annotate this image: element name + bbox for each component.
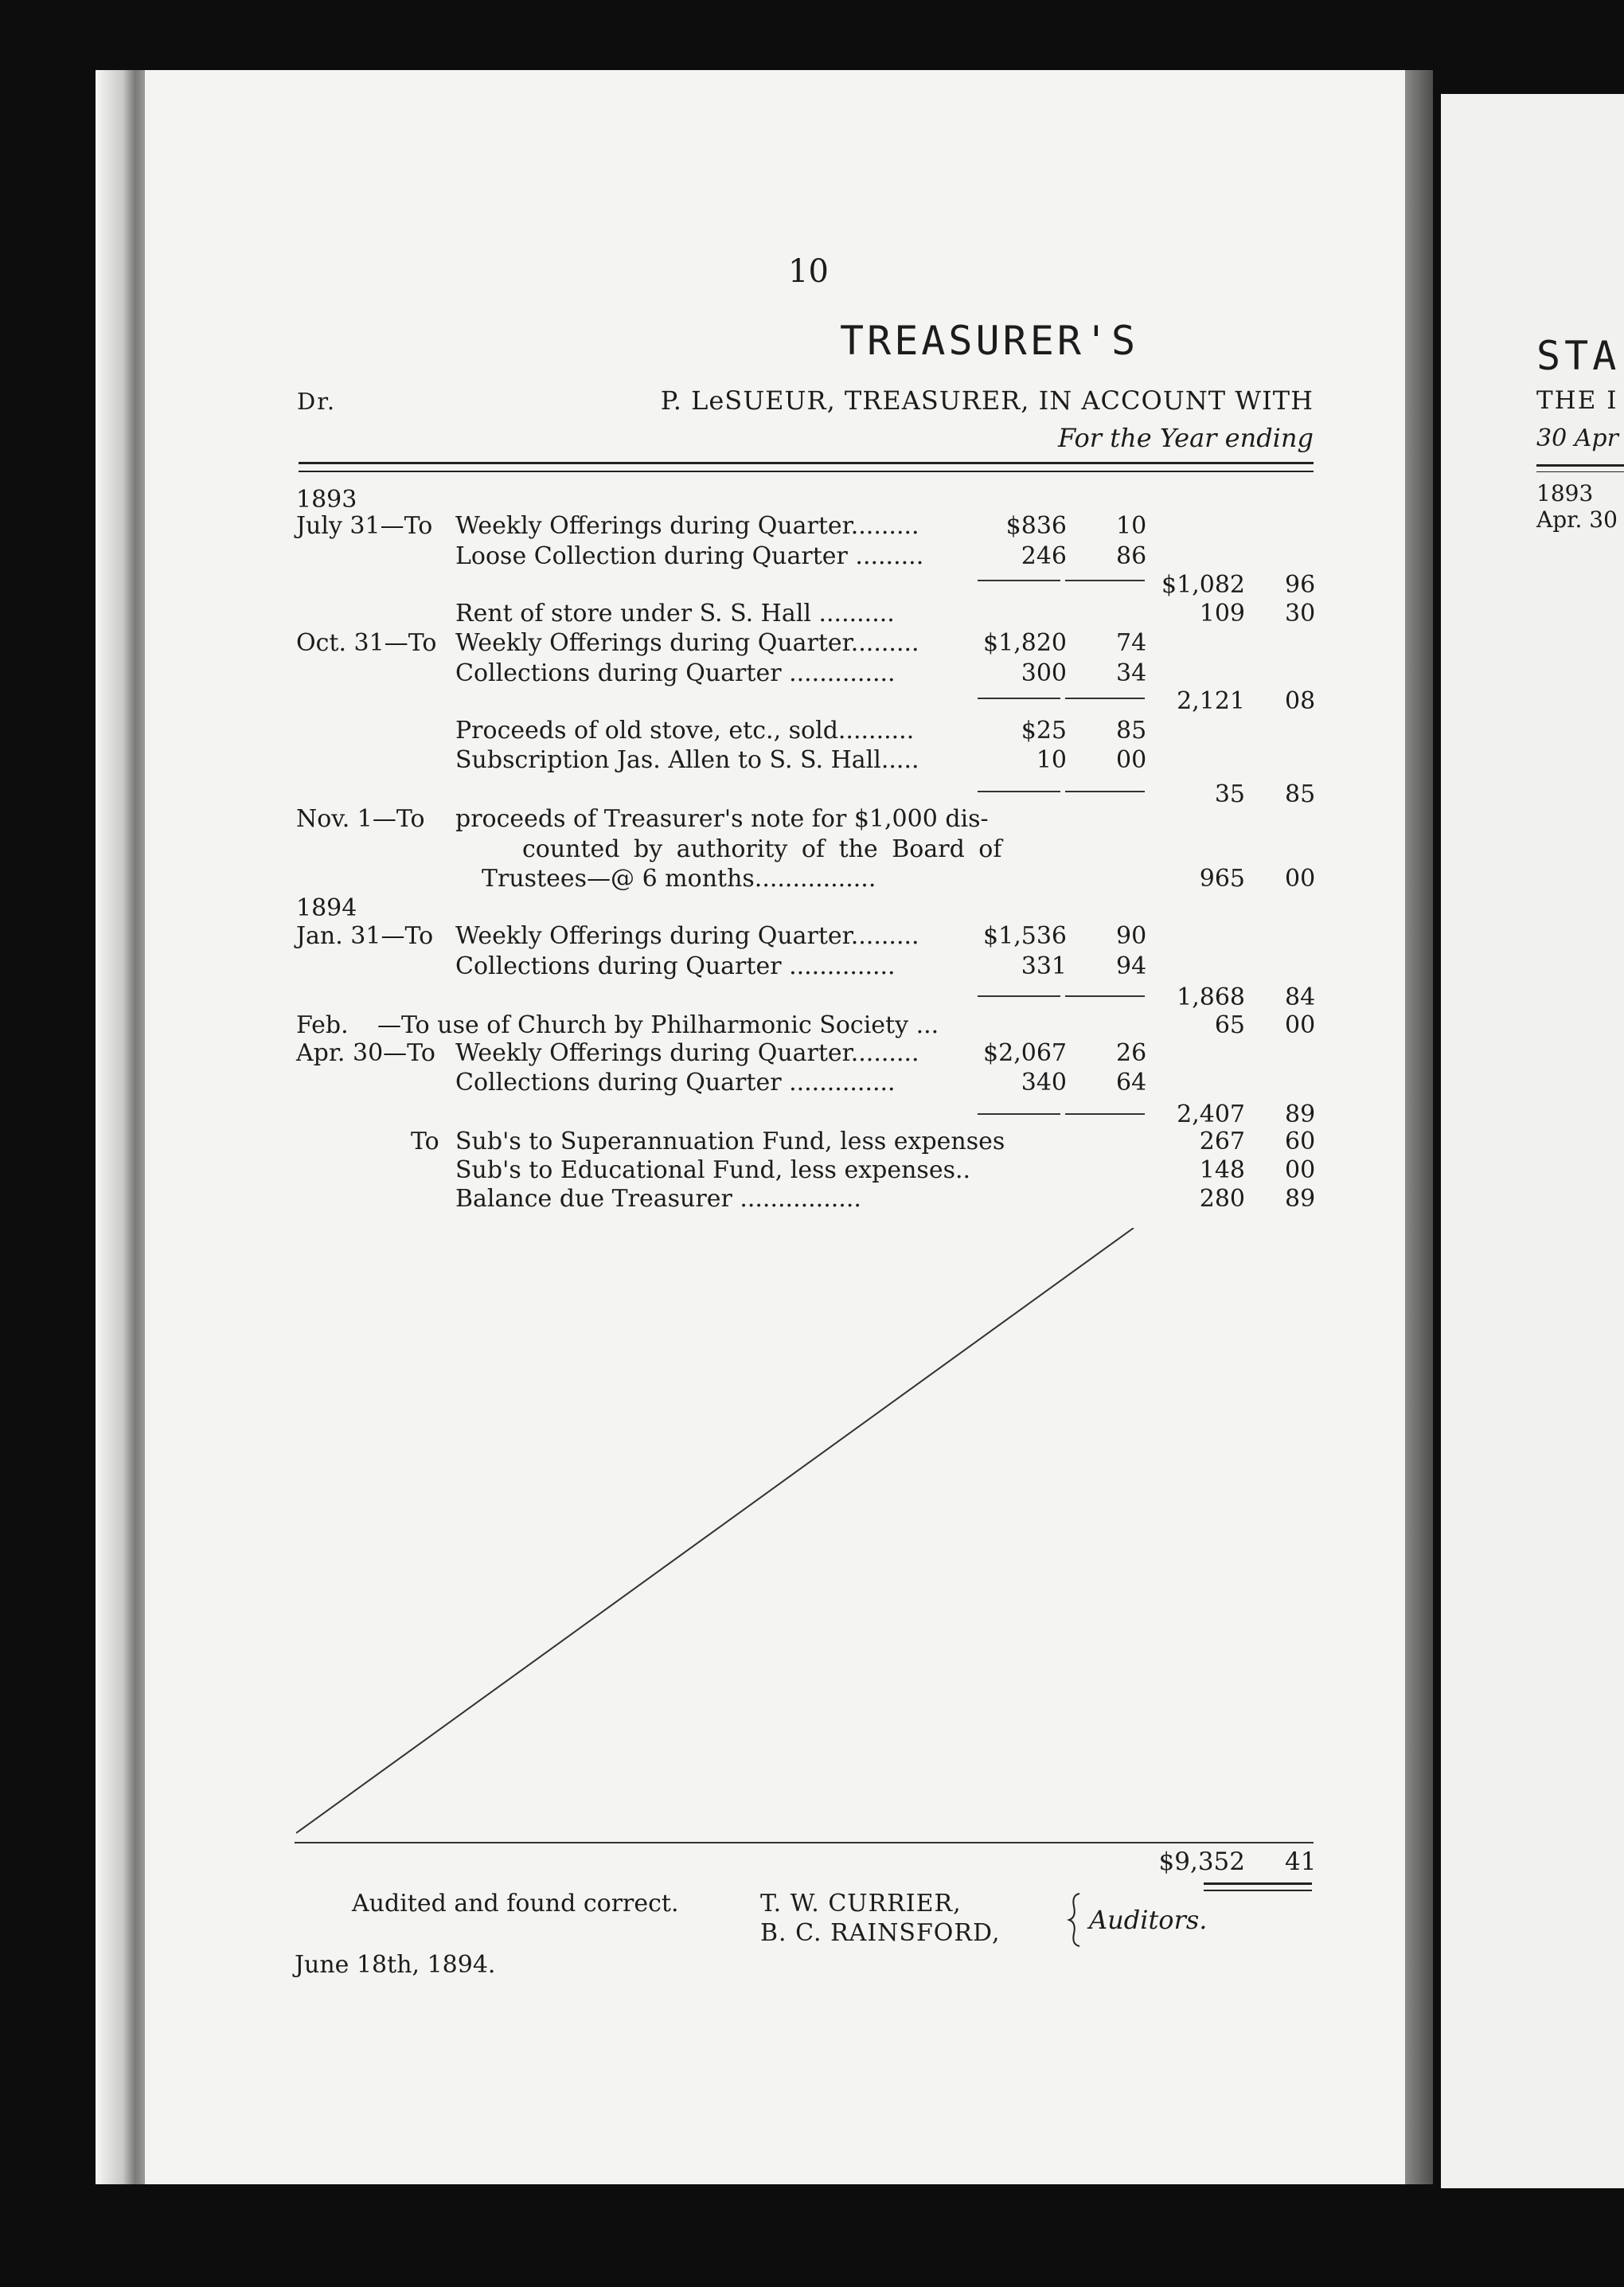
facing-page <box>1441 94 1624 2188</box>
total-dollars: 65 <box>1214 1011 1245 1039</box>
facing-page-rule <box>1536 464 1624 472</box>
subtotal-dollars: 246 <box>1021 542 1067 570</box>
entry-description: Weekly Offerings during Quarter......... <box>455 1039 919 1067</box>
subtotal-rule <box>1065 791 1145 792</box>
debit-label: Dr. <box>297 388 337 415</box>
page-binding-edge <box>96 70 145 2184</box>
total-cents: 96 <box>1285 571 1316 599</box>
subtotal-rule <box>1065 995 1145 997</box>
entry-date: Feb. <box>296 1011 349 1039</box>
subtotal-dollars: $25 <box>1021 717 1067 745</box>
entry-description: Collections during Quarter .............. <box>455 952 896 980</box>
entry-date: Jan. 31—To <box>296 922 434 950</box>
total-cents: 89 <box>1285 1100 1316 1128</box>
grand-total-dollars: $9,352 <box>1158 1847 1245 1876</box>
auditors-brace <box>1067 1892 1084 1948</box>
total-dollars: 965 <box>1199 865 1245 893</box>
entry-description: Collections during Quarter .............. <box>455 659 896 687</box>
total-dollars: 35 <box>1214 780 1245 808</box>
cancellation-diagonal-line <box>296 1228 1140 1841</box>
total-cents: 89 <box>1285 1185 1316 1213</box>
audit-date: June 18th, 1894. <box>295 1951 496 1979</box>
facing-page-title: STA <box>1536 333 1621 379</box>
auditor-name: T. W. CURRIER, <box>760 1890 962 1918</box>
subtotal-dollars: 300 <box>1021 659 1067 687</box>
entry-description: —To use of Church by Philharmonic Society ... <box>377 1011 939 1039</box>
subtotal-cents: 10 <box>1116 512 1147 540</box>
subtotal-rule <box>1065 580 1145 581</box>
entry-description: Trustees—@ 6 months................ <box>482 865 876 893</box>
auditor-name: B. C. RAINSFORD, <box>760 1919 1001 1947</box>
year-label: 1894 <box>296 894 357 922</box>
audit-statement: Audited and found correct. <box>352 1890 679 1918</box>
total-dollars: 1,868 <box>1177 983 1245 1011</box>
total-dollars: $1,082 <box>1161 571 1245 599</box>
grand-total-cents: 41 <box>1285 1847 1317 1876</box>
page-heading: TREASURER'S <box>840 318 1139 364</box>
subtotal-rule <box>978 1113 1060 1115</box>
total-dollars: 280 <box>1199 1185 1245 1213</box>
year-label: 1893 <box>296 486 357 514</box>
total-dollars: 148 <box>1199 1156 1245 1184</box>
subtotal-rule <box>978 698 1060 699</box>
subtotal-cents: 85 <box>1116 717 1147 745</box>
total-dollars: 2,407 <box>1177 1100 1245 1128</box>
entry-description: Loose Collection during Quarter ......... <box>455 542 924 570</box>
subtotal-cents: 00 <box>1116 746 1147 774</box>
auditors-label: Auditors. <box>1089 1905 1208 1935</box>
subtotal-rule <box>978 580 1060 581</box>
facing-page-month: Apr. 30 <box>1536 506 1618 533</box>
entry-date: July 31—To <box>296 512 433 540</box>
subtotal-rule <box>978 791 1060 792</box>
subtotal-cents: 34 <box>1116 659 1147 687</box>
entry-description: Collections during Quarter .............. <box>455 1069 896 1097</box>
subtotal-cents: 90 <box>1116 922 1147 950</box>
subtotal-dollars: $1,536 <box>983 922 1067 950</box>
total-cents: 85 <box>1285 780 1316 808</box>
entry-date: To <box>411 1128 439 1155</box>
total-dollars: 267 <box>1199 1128 1245 1155</box>
entry-description: Balance due Treasurer ................ <box>455 1185 861 1213</box>
entry-description: Weekly Offerings during Quarter......... <box>455 629 919 657</box>
total-cents: 00 <box>1285 865 1316 893</box>
subtotal-dollars: 10 <box>1036 746 1067 774</box>
facing-page-date: 30 Apr <box>1536 424 1618 452</box>
year-ending-line: For the Year ending <box>1058 423 1314 453</box>
subtotal-cents: 86 <box>1116 542 1147 570</box>
entry-date: Oct. 31—To <box>296 629 437 657</box>
entry-date: Apr. 30—To <box>296 1039 435 1067</box>
entry-description: Subscription Jas. Allen to S. S. Hall..... <box>455 746 919 774</box>
entry-date: Nov. 1—To <box>296 805 425 833</box>
footer-rule <box>295 1842 1314 1843</box>
total-cents: 30 <box>1285 600 1316 627</box>
total-cents: 08 <box>1285 687 1316 715</box>
subtotal-dollars: $836 <box>1005 512 1067 540</box>
entry-description: counted by authority of the Board of <box>522 835 1002 863</box>
total-cents: 00 <box>1285 1156 1316 1184</box>
entry-description: Weekly Offerings during Quarter......... <box>455 512 919 540</box>
subtotal-cents: 94 <box>1116 952 1147 980</box>
entry-description: Rent of store under S. S. Hall .......... <box>455 600 895 627</box>
subtotal-dollars: $1,820 <box>983 629 1067 657</box>
grand-total-double-rule <box>1204 1882 1312 1891</box>
entry-description: Weekly Offerings during Quarter......... <box>455 922 919 950</box>
page-number: 10 <box>788 253 829 290</box>
entry-description: Sub's to Educational Fund, less expenses.. <box>455 1156 971 1184</box>
subtotal-rule <box>1065 698 1145 699</box>
total-dollars: 109 <box>1199 600 1245 627</box>
subtotal-dollars: 340 <box>1021 1069 1067 1097</box>
total-dollars: 2,121 <box>1177 687 1245 715</box>
subtotal-dollars: 331 <box>1021 952 1067 980</box>
subtotal-dollars: $2,067 <box>983 1039 1067 1067</box>
subtotal-cents: 64 <box>1116 1069 1147 1097</box>
book-gutter <box>1405 70 1433 2184</box>
subtotal-cents: 26 <box>1116 1039 1147 1067</box>
entry-description: Sub's to Superannuation Fund, less expenses <box>455 1128 1005 1155</box>
account-heading: P. LeSUEUR, TREASURER, IN ACCOUNT WITH <box>660 385 1314 416</box>
total-cents: 84 <box>1285 983 1316 1011</box>
subtotal-cents: 74 <box>1116 629 1147 657</box>
total-cents: 00 <box>1285 1011 1316 1039</box>
facing-page-year: 1893 <box>1536 480 1594 506</box>
total-cents: 60 <box>1285 1128 1316 1155</box>
facing-page-subtitle: THE I <box>1536 386 1618 415</box>
header-double-rule <box>299 462 1314 472</box>
entry-description: Proceeds of old stove, etc., sold.......... <box>455 717 915 745</box>
subtotal-rule <box>978 995 1060 997</box>
subtotal-rule <box>1065 1113 1145 1115</box>
entry-description: proceeds of Treasurer's note for $1,000 dis- <box>455 805 989 833</box>
